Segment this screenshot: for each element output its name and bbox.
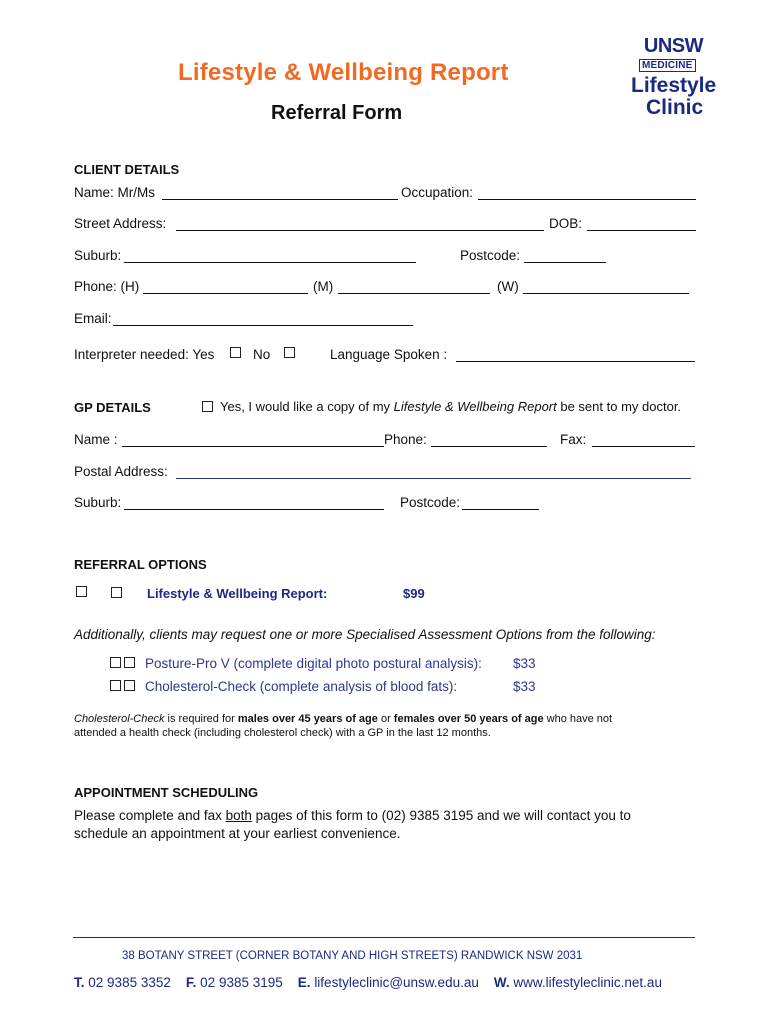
posture-checkbox-a[interactable] <box>110 657 121 668</box>
footer-contacts <box>74 975 662 990</box>
logo-unsw: UNSW <box>643 35 703 57</box>
appointment-text-post: pages of this form to (02) 9385 3195 and we will contact you to <box>251 808 631 823</box>
note-part1: is required for <box>164 713 238 725</box>
client-suburb-field[interactable] <box>124 262 416 263</box>
gp-fax-label: Fax: <box>560 432 587 447</box>
cholesterol-note-line2: attended a health check (including cholesterol check) with a GP in the last 12 months. <box>74 727 491 739</box>
occupation-label: Occupation: <box>401 185 474 200</box>
phone-mobile-field[interactable] <box>338 293 490 294</box>
language-label: Language Spoken : <box>330 347 448 362</box>
footer-rule <box>73 937 695 938</box>
appointment-text-line1 <box>74 808 631 823</box>
gp-suburb-label: Suburb: <box>74 495 122 510</box>
logo-lifestyle: Lifestyle <box>631 74 717 97</box>
phone-work-label: (W) <box>497 279 519 294</box>
gp-postal-field[interactable] <box>176 478 691 479</box>
gp-name-field[interactable] <box>122 446 384 447</box>
dob-label: DOB: <box>549 216 583 231</box>
footer-e-label: E. <box>297 975 311 990</box>
footer-email-link[interactable]: lifestyleclinic@unsw.edu.au <box>314 975 479 990</box>
referral-options-heading: REFERRAL OPTIONS <box>74 557 207 572</box>
appointment-text-underlined: both <box>225 808 252 823</box>
cholesterol-checkbox-a[interactable] <box>110 680 121 691</box>
clinic-logo <box>631 37 715 119</box>
report-title: Lifestyle & Wellbeing Report <box>178 59 509 86</box>
gp-phone-field[interactable] <box>431 446 547 447</box>
gp-name-label: Name : <box>74 432 118 447</box>
client-details-heading: CLIENT DETAILS <box>74 162 180 177</box>
email-label: Email: <box>74 311 112 326</box>
gp-suburb-field[interactable] <box>124 509 384 510</box>
note-bold1: males over 45 years of age <box>237 713 378 725</box>
gp-postcode-field[interactable] <box>462 509 539 510</box>
note-part2: or <box>377 713 394 725</box>
note-part3: who have not <box>543 713 613 725</box>
footer-phone: 02 9385 3352 <box>88 975 171 990</box>
referral-empty-checkbox[interactable] <box>76 586 87 597</box>
street-address-label: Street Address: <box>74 216 167 231</box>
interpreter-yes-checkbox[interactable] <box>230 347 241 358</box>
report-option-label: Lifestyle & Wellbeing Report: <box>147 586 328 601</box>
occupation-field[interactable] <box>478 199 696 200</box>
gp-postcode-label: Postcode: <box>400 495 461 510</box>
gp-phone-label: Phone: <box>384 432 427 447</box>
logo-medicine: MEDICINE <box>639 59 696 72</box>
report-checkbox[interactable] <box>111 587 122 598</box>
note-bold2: females over 50 years of age <box>393 713 544 725</box>
appointment-heading: APPOINTMENT SCHEDULING <box>74 785 259 800</box>
gp-fax-field[interactable] <box>592 446 695 447</box>
gp-copy-checkbox[interactable] <box>202 401 213 412</box>
form-subtitle: Referral Form <box>271 102 403 124</box>
footer-f-label: F. <box>185 975 197 990</box>
gp-copy-option <box>220 399 681 414</box>
phone-mobile-label: (M) <box>313 279 334 294</box>
phone-home-label: Phone: (H) <box>74 279 140 294</box>
phone-work-field[interactable] <box>523 293 689 294</box>
posture-checkbox-b[interactable] <box>124 657 135 668</box>
report-price: $99 <box>403 586 425 601</box>
cholesterol-checkbox-b[interactable] <box>124 680 135 691</box>
interpreter-no-label: No <box>253 347 271 362</box>
cholesterol-price: $33 <box>513 679 536 694</box>
client-name-field[interactable] <box>162 199 398 200</box>
appointment-text-pre: Please complete and fax <box>74 808 226 823</box>
client-postcode-field[interactable] <box>524 262 606 263</box>
interpreter-no-checkbox[interactable] <box>284 347 295 358</box>
client-suburb-label: Suburb: <box>74 248 122 263</box>
note-em: Cholesterol-Check <box>74 713 165 725</box>
gp-copy-text-post: be sent to my doctor. <box>556 399 682 414</box>
footer-t-label: T. <box>74 975 85 990</box>
posture-option-label: Posture-Pro V (complete digital photo postural analysis): <box>145 656 482 671</box>
cholesterol-option-label: Cholesterol-Check (complete analysis of blood fats): <box>145 679 458 694</box>
language-field[interactable] <box>456 361 695 362</box>
street-address-field[interactable] <box>176 230 544 231</box>
client-postcode-label: Postcode: <box>460 248 521 263</box>
interpreter-label: Interpreter needed: Yes <box>74 347 215 362</box>
posture-price: $33 <box>513 656 536 671</box>
gp-details-heading: GP DETAILS <box>74 400 151 415</box>
footer-fax: 02 9385 3195 <box>200 975 283 990</box>
additional-options-text: Additionally, clients may request one or more Specialised Assessment Options from the following: <box>74 627 656 642</box>
gp-copy-text-pre: Yes, I would like a copy of my <box>220 399 394 414</box>
footer-website-link[interactable]: www.lifestyleclinic.net.au <box>513 975 662 990</box>
gp-postal-label: Postal Address: <box>74 464 168 479</box>
gp-copy-text-em: Lifestyle & Wellbeing Report <box>393 399 557 414</box>
phone-home-field[interactable] <box>143 293 308 294</box>
dob-field[interactable] <box>587 230 696 231</box>
client-name-label: Name: Mr/Ms <box>74 185 155 200</box>
cholesterol-note-line1 <box>74 712 612 726</box>
email-field[interactable] <box>113 325 413 326</box>
footer-w-label: W. <box>493 975 510 990</box>
appointment-text-line2: schedule an appointment at your earliest convenience. <box>74 826 401 841</box>
footer-address: 38 BOTANY STREET (CORNER BOTANY AND HIGH STREETS) RANDWICK NSW 2031 <box>122 950 583 962</box>
logo-clinic: Clinic <box>646 96 704 119</box>
